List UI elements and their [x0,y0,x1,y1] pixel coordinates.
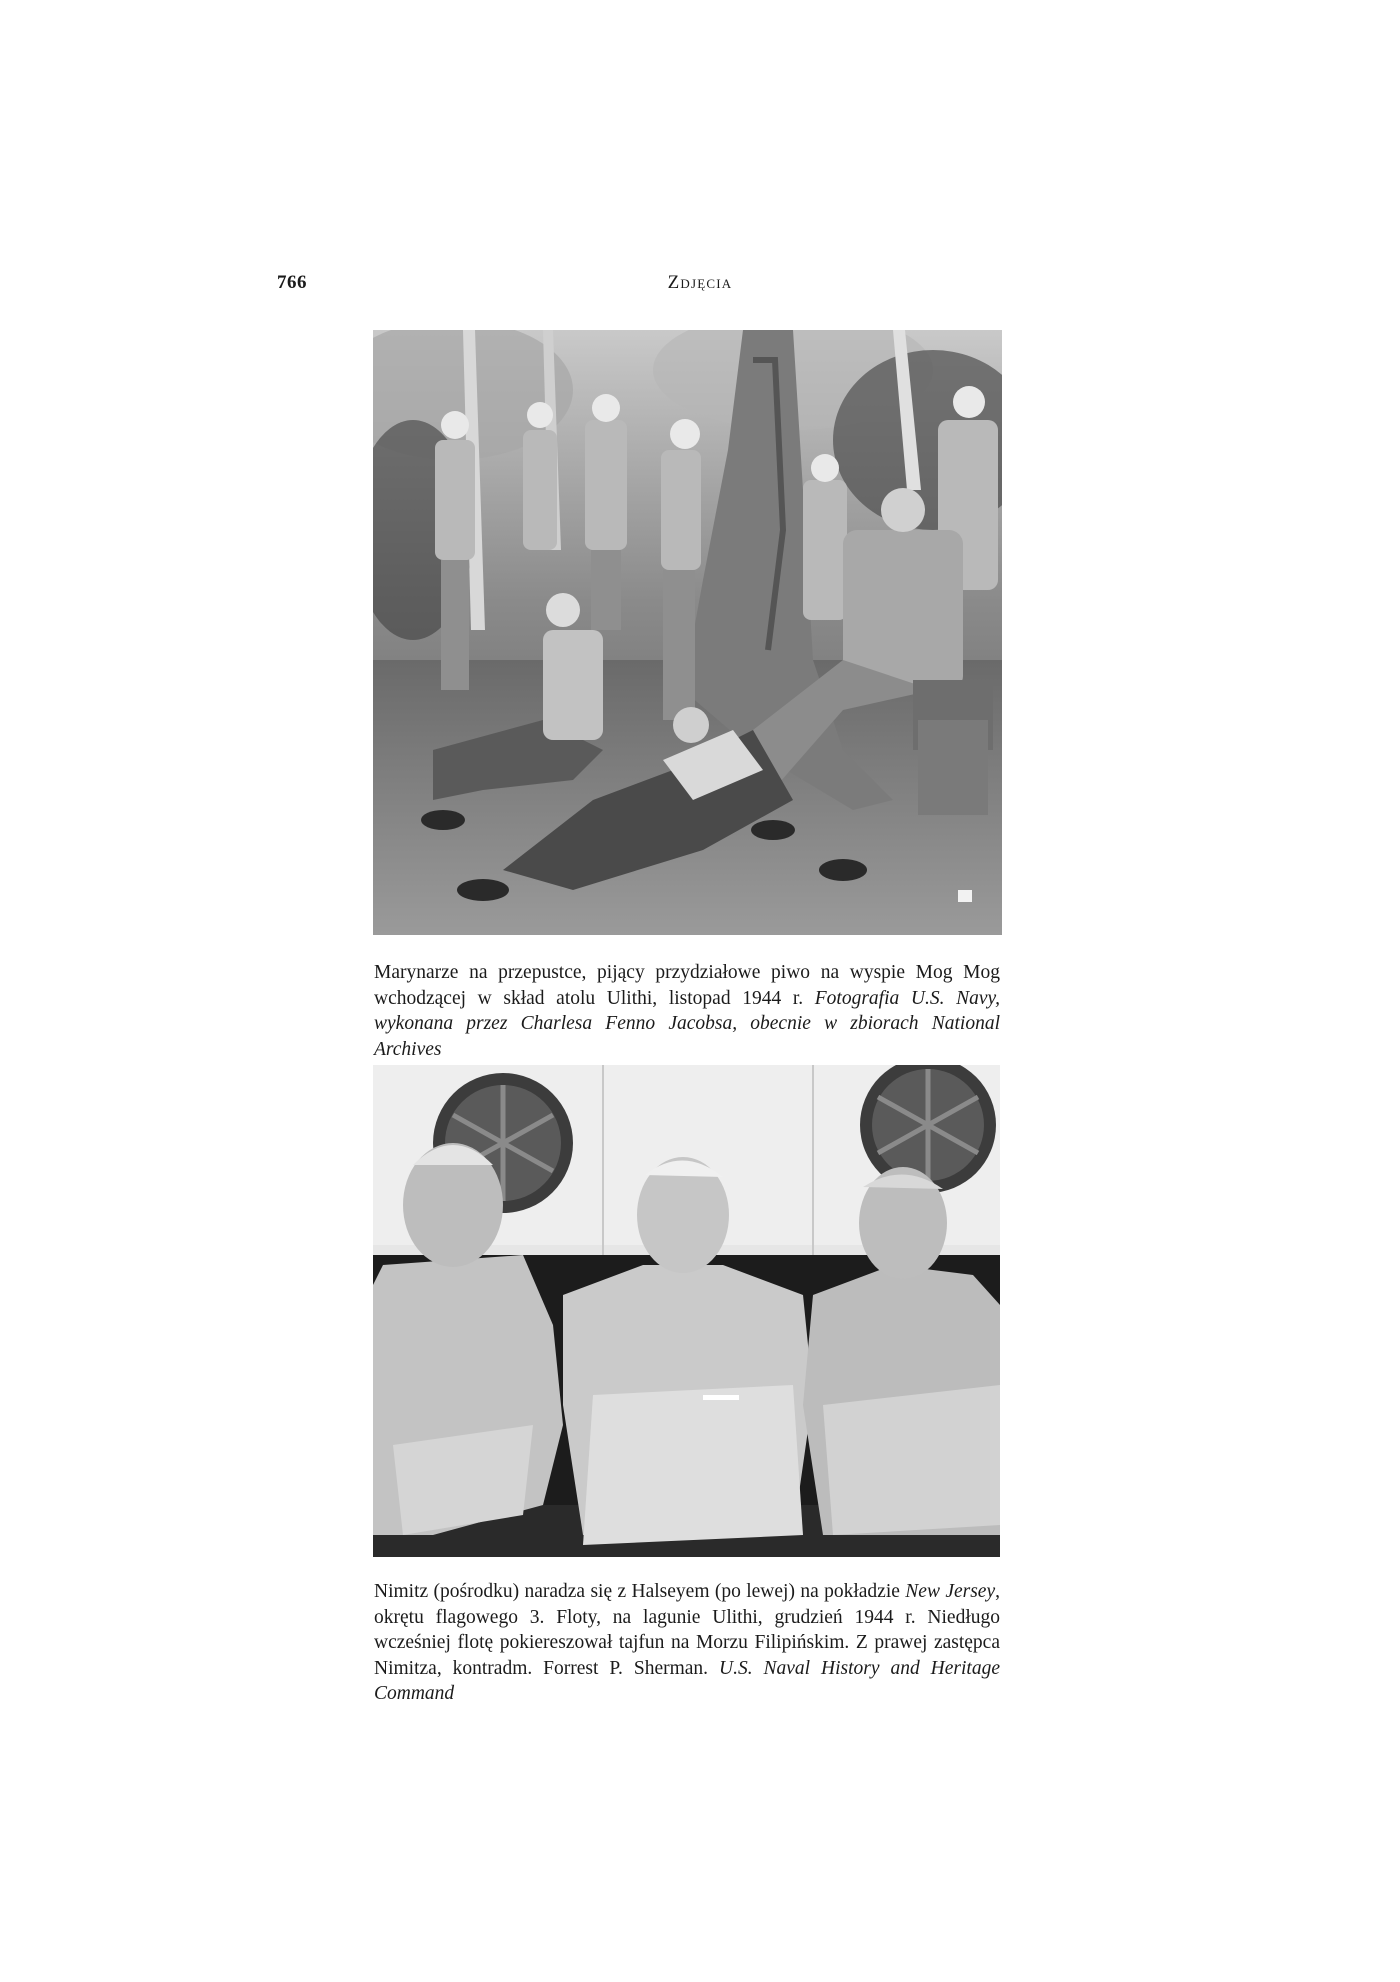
photo-sailors-on-mog-mog [373,330,1002,935]
caption-2-text-a: Nimitz (pośrodku) naradza się z Halseyem (po lewej) na pokładzie [374,1581,906,1602]
caption-1-credit: Fotografia U.S. Navy, wykonana przez Charlesa Fenno Jacobsa, obecnie w zbiorach National Archives [374,987,1000,1060]
caption-2-ship-name: New Jersey [905,1581,996,1602]
caption-2-credit: U.S. Naval History and Heritage Command [374,1657,1000,1704]
sailors-photo-image [373,330,1002,935]
admirals-photo-image [373,1065,1000,1557]
photo-2-caption [374,1579,1000,1707]
photo-nimitz-halsey-sherman [373,1065,1000,1557]
running-head: Zdjęcia [667,272,733,293]
page-number: 766 [277,272,307,293]
caption-2-text-b: , okrętu flagowego 3. Floty, na lagunie Ulithi, grudzień 1944 r. Niedługo wcześniej flotę pokiereszował tajfun na Morzu Filipińskim. Z prawej zastępca Nimitza, kontradm. Forrest P. Sherman. [374,1581,1000,1679]
caption-1-text: Marynarze na przepustce, pijący przydziałowe piwo na wyspie Mog Mog wchodzącej w skład atolu Ulithi, listopad 1944 r. [374,962,1000,1009]
photo-1-caption [374,960,1000,1062]
